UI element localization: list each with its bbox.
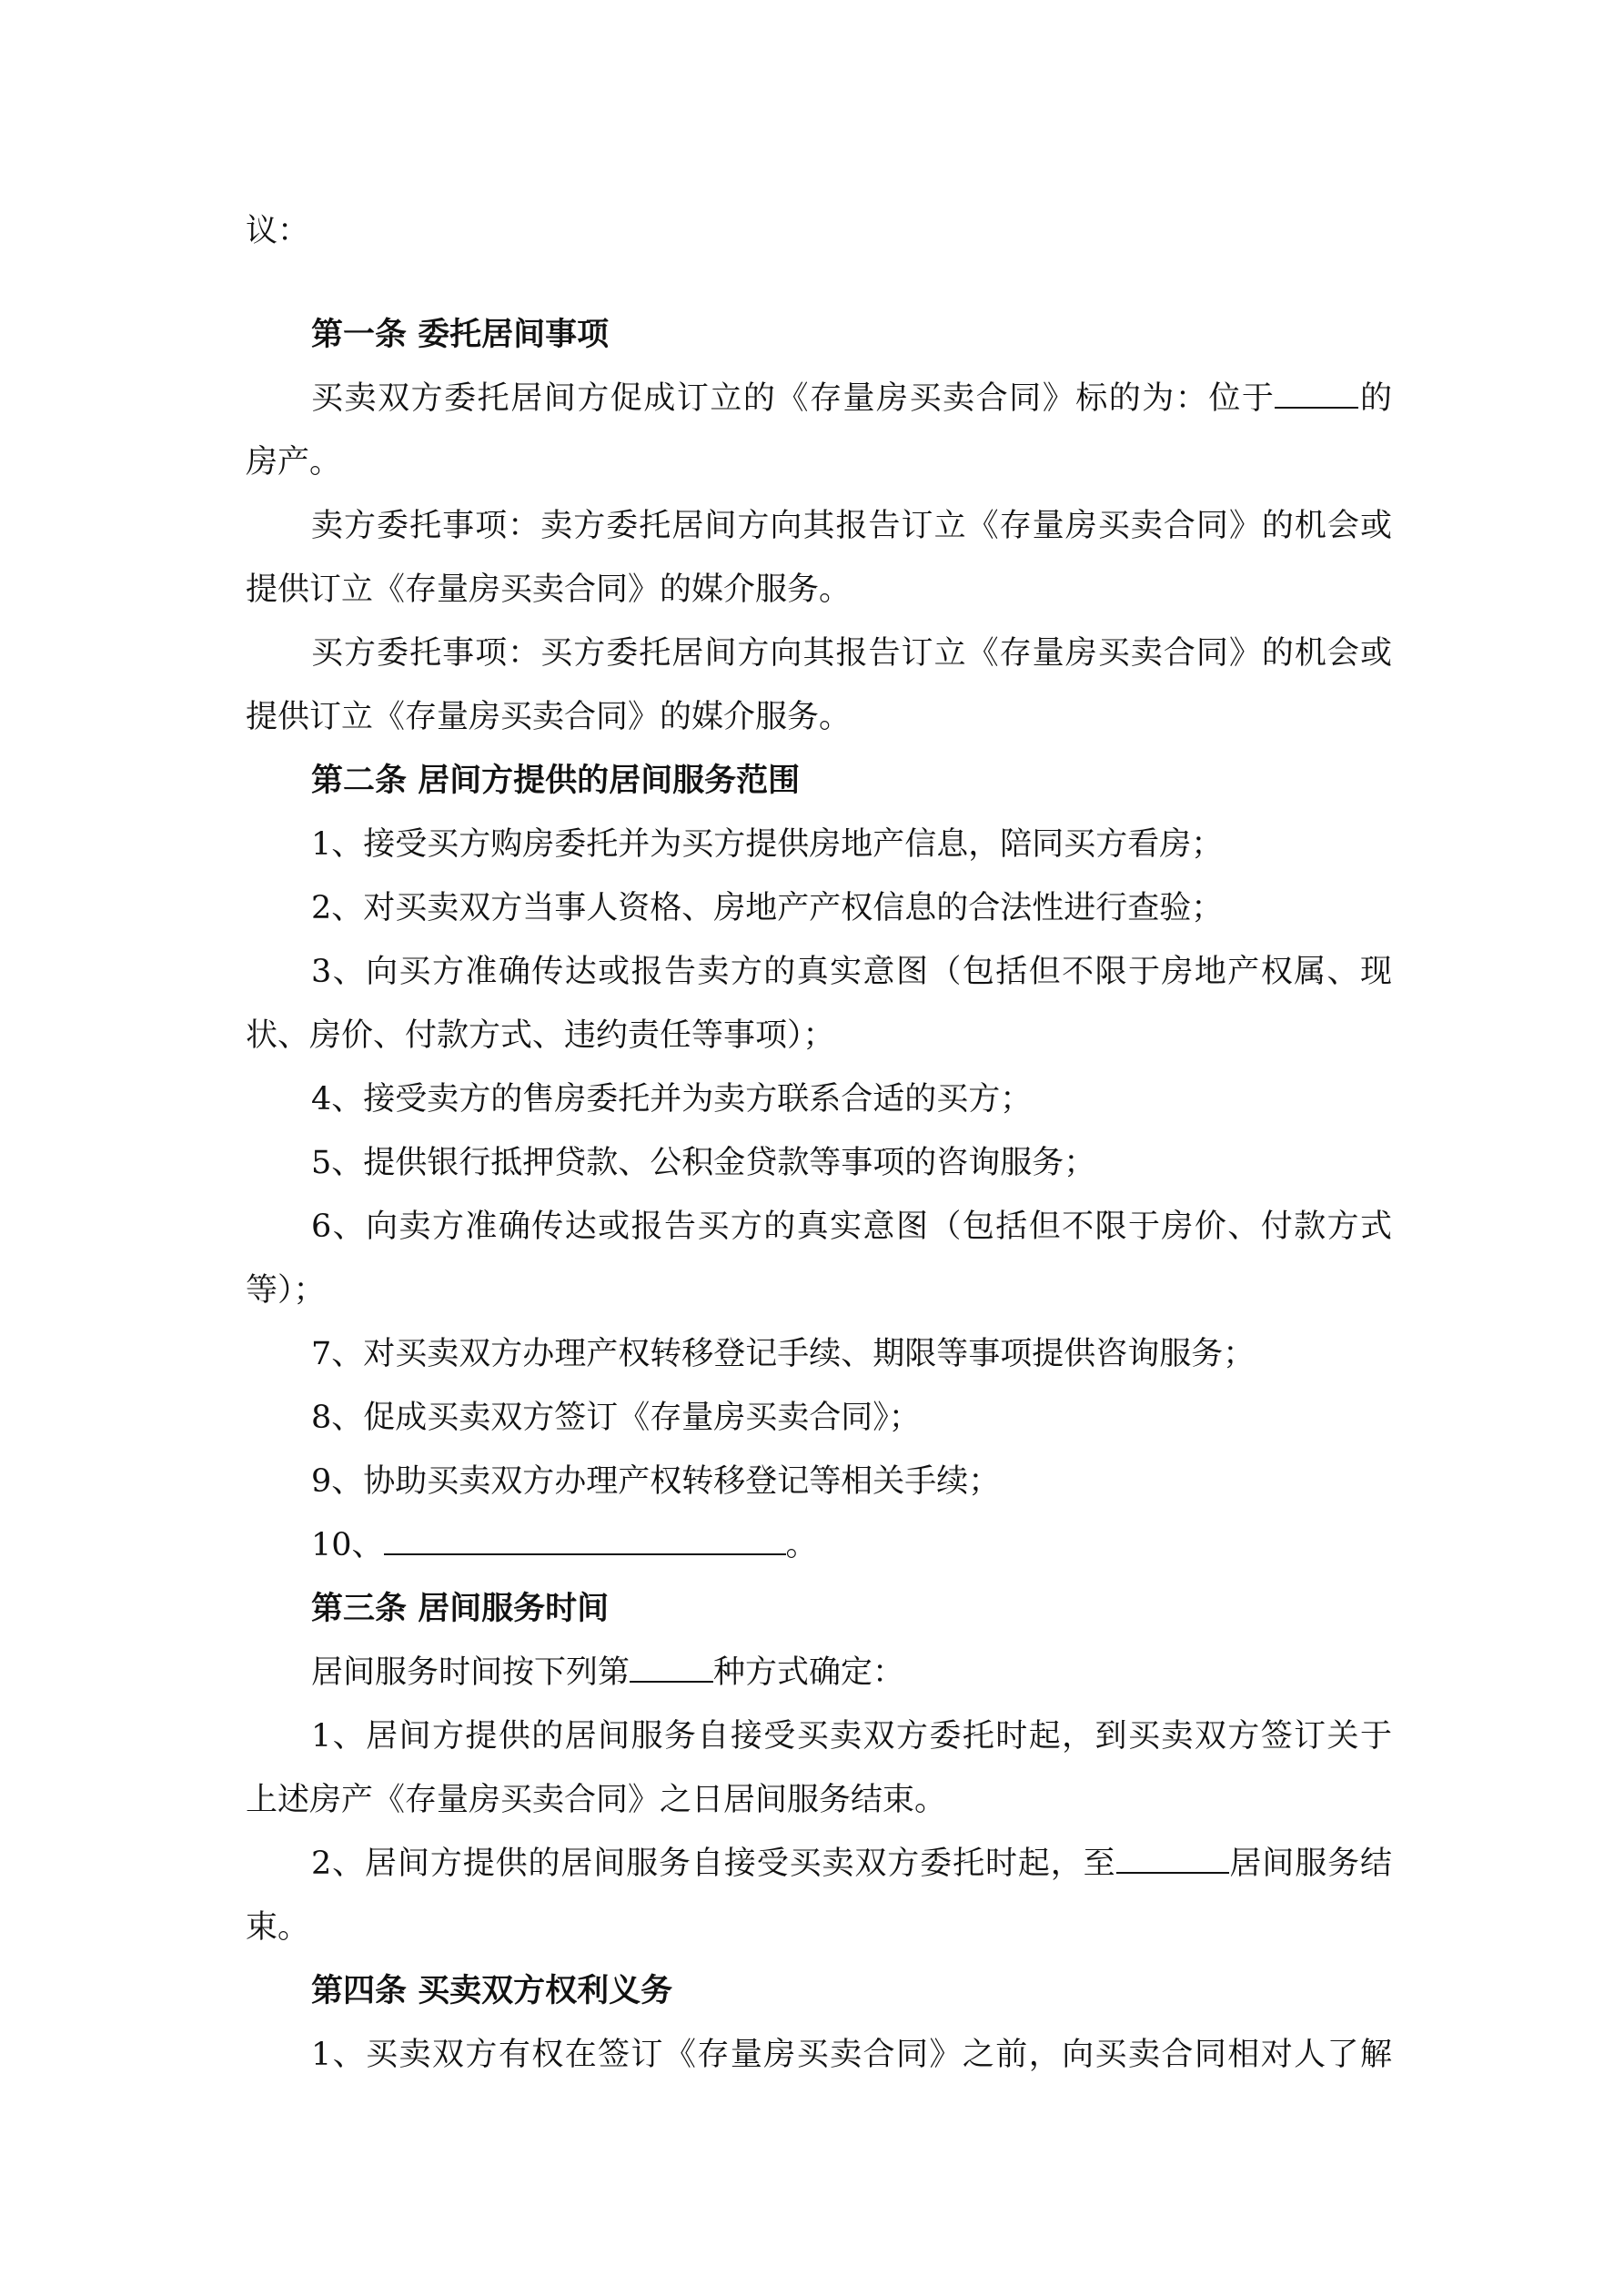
article-1-paragraph-2-line-2: 提供订立《存量房买卖合同》的媒介服务。 bbox=[246, 571, 852, 608]
method-number-blank[interactable] bbox=[630, 1654, 713, 1683]
article-3-p1-tail: 种方式确定： bbox=[713, 1654, 905, 1691]
article-2-item-5: 5、提供银行抵押贷款、公积金贷款等事项的咨询服务； bbox=[311, 1145, 1096, 1181]
article-1-p1-text: 买卖双方委托居间方促成订立的《存量房买卖合同》标的为：位于 bbox=[311, 380, 1276, 417]
article-3-p1-text: 居间服务时间按下列第 bbox=[311, 1654, 630, 1691]
article-2-item-1: 1、接受买方购房委托并为买方提供房地产信息，陪同买方看房； bbox=[311, 826, 1224, 863]
article-1-paragraph-2-line-1: 卖方委托事项：卖方委托居间方向其报告订立《存量房买卖合同》的机会或 bbox=[311, 508, 1392, 544]
article-2-item-10-number: 10、 bbox=[311, 1527, 384, 1563]
article-2-item-9: 9、协助买卖双方办理产权转移登记等相关手续； bbox=[311, 1463, 1001, 1500]
article-2-item-3-line-2: 状、房价、付款方式、违约责任等事项）； bbox=[246, 1017, 835, 1054]
service-end-blank[interactable] bbox=[1116, 1845, 1229, 1874]
article-2-heading: 第二条 居间方提供的居间服务范围 bbox=[311, 762, 801, 799]
article-1-paragraph-3-line-2: 提供订立《存量房买卖合同》的媒介服务。 bbox=[246, 699, 852, 735]
article-2-item-6-line-2: 等）； bbox=[246, 1272, 326, 1309]
article-1-heading: 第一条 委托居间事项 bbox=[311, 316, 610, 353]
article-4-paragraph-1-line-1: 1、买卖双方有权在签订《存量房买卖合同》之前，向买卖合同相对人了解 bbox=[311, 2037, 1392, 2073]
article-2-item-8: 8、促成买卖双方签订《存量房买卖合同》； bbox=[311, 1400, 921, 1436]
property-location-blank[interactable] bbox=[1275, 379, 1358, 409]
article-1-p1-tail: 的 bbox=[1358, 380, 1392, 417]
article-3-option-1-line-2: 上述房产《存量房买卖合同》之日居间服务结束。 bbox=[246, 1782, 947, 1818]
article-3-option-2-line-1 bbox=[311, 1844, 1392, 1884]
article-2-item-7: 7、对买卖双方办理产权转移登记手续、期限等事项提供咨询服务； bbox=[311, 1336, 1256, 1372]
article-2-item-3-line-1: 3、向买方准确传达或报告卖方的真实意图（包括但不限于房地产权属、现 bbox=[311, 954, 1392, 990]
item-10-blank[interactable] bbox=[384, 1526, 786, 1555]
article-2-item-6-line-1: 6、向卖方准确传达或报告买方的真实意图（包括但不限于房价、付款方式 bbox=[311, 1209, 1392, 1245]
lead-fragment: 议： bbox=[246, 213, 310, 249]
article-3-paragraph-1 bbox=[311, 1653, 1392, 1693]
article-2-item-10 bbox=[311, 1525, 1392, 1565]
article-2-item-2: 2、对买卖双方当事人资格、房地产产权信息的合法性进行查验； bbox=[311, 890, 1224, 926]
article-2-item-10-end: 。 bbox=[785, 1527, 818, 1563]
article-1-paragraph-1-cont: 房产。 bbox=[246, 444, 342, 480]
article-3-option-2-line-2: 束。 bbox=[246, 1909, 310, 1946]
article-3-o2-text: 2、居间方提供的居间服务自接受买卖双方委托时起，至 bbox=[311, 1846, 1116, 1882]
article-1-paragraph-1 bbox=[311, 379, 1392, 419]
article-3-heading: 第三条 居间服务时间 bbox=[311, 1590, 610, 1627]
article-1-paragraph-3-line-1: 买方委托事项：买方委托居间方向其报告订立《存量房买卖合同》的机会或 bbox=[311, 635, 1392, 672]
article-4-heading: 第四条 买卖双方权利义务 bbox=[311, 1972, 673, 2009]
article-2-item-4: 4、接受卖方的售房委托并为卖方联系合适的买方； bbox=[311, 1081, 1033, 1118]
article-3-option-1-line-1: 1、居间方提供的居间服务自接受买卖双方委托时起，到买卖双方签订关于 bbox=[311, 1718, 1392, 1755]
article-3-o2-tail: 居间服务结 bbox=[1228, 1846, 1392, 1882]
